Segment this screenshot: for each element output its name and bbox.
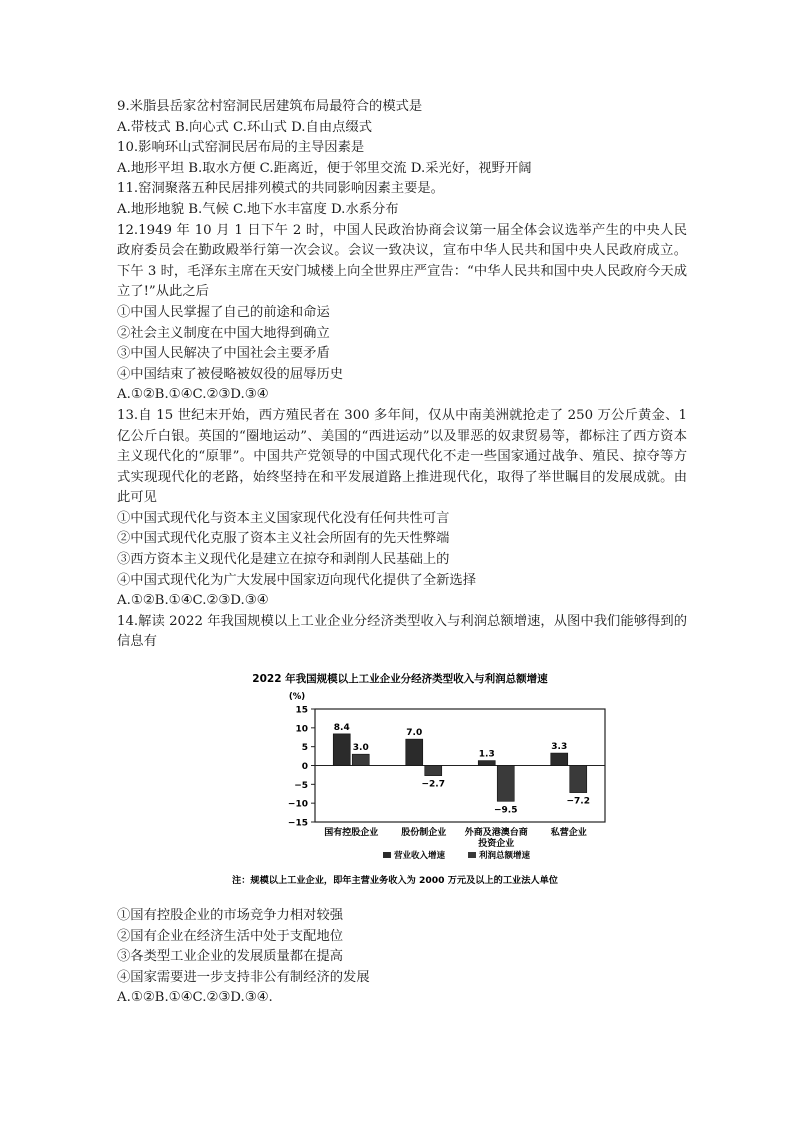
category-label: 外商及港澳台商: [464, 828, 528, 838]
bar-value-label: 1.3: [478, 749, 495, 760]
revenue-bar: [478, 761, 495, 766]
category-label: 投资企业: [478, 839, 515, 849]
y-tick-label: 15: [295, 705, 308, 716]
q13-item-2: ②中国式现代化克服了资本主义社会所固有的先天性弊端: [117, 531, 450, 547]
q9-stem: 9.米脂县岳家岔村窑洞民居建筑布局最符合的模式是: [117, 99, 423, 114]
q13-stem: 13.自 15 世纪末开始，西方殖民者在 300 多年间，仅从中南美洲就抢走了 250 万公斤黄金、1 亿公斤白银。英国的“圈地运动”、美国的“西进运动”以及罪恶的奴隶贸易等，都标注了西方资本主义现代化的“原罪”。中国共产党领导的中国式现代化不走一些国家通过战争、殖民、掠夺等方式实现现代化的老路，始终坚持在和平发展道路上推进现代化，取得了举世瞩目的发展成就。由此可见: [117, 407, 687, 506]
bar-value-label: −2.7: [421, 779, 445, 790]
q12-stem: 12.1949 年 10 月 1 日下午 2 时，中国人民政治协商会议第一届全体会议选举产生的中央人民政府委员会在勤政殿举行第一次会议。会议一致决议，宣布中华人民共和国中央人民政府成立。下午 3 时，毛泽东主席在天安门城楼上向全世界庄严宣告：“中华人民共和国中央人民政府今天成立了!”从此之后: [117, 222, 687, 300]
legend-label: 利润总额增速: [479, 851, 531, 861]
question-page: [117, 97, 687, 653]
q14-stem: 14.解读 2022 年我国规模以上工业企业分经济类型收入与利润总额增速，从图中我们能够得到的信息有: [117, 613, 687, 650]
q14-item-3: ③各类型工业企业的发展质量都在提高: [117, 949, 344, 965]
growth-bar-chart: [150, 664, 640, 894]
q11-options: A.地形地貌 B.气候 C.地下水丰富度 D.水系分布: [117, 201, 399, 217]
y-tick-label: −15: [287, 818, 308, 829]
bar-value-label: 3.3: [551, 742, 568, 753]
revenue-bar: [406, 739, 423, 765]
q9-options: A.带枝式 B.向心式 C.环山式 D.自由点缀式: [117, 119, 373, 135]
q12-item-4: ④中国结束了被侵略被奴役的屈辱历史: [117, 366, 344, 382]
y-tick-label: 5: [301, 743, 308, 754]
q14-item-4: ④国家需要进一步支持非公有制经济的发展: [117, 969, 370, 985]
chart-value-labels: [334, 723, 590, 815]
y-tick-label: 10: [295, 724, 308, 735]
q12-options: A.①②B.①④C.②③D.③④: [117, 387, 269, 403]
q13-item-1: ①中国式现代化与资本主义国家现代化没有任何共性可言: [117, 510, 450, 526]
profit-bar: [425, 766, 442, 776]
q13-item-3: ③西方资本主义现代化是建立在掠夺和剥削人民基础上的: [117, 552, 450, 568]
q14-item-1: ①国有控股企业的市场竞争力相对较强: [117, 908, 344, 923]
q12-item-3: ③中国人民解决了中国社会主要矛盾: [117, 346, 330, 362]
profit-bar: [497, 766, 514, 802]
bar-value-label: −9.5: [494, 805, 518, 816]
q14-answers: [117, 906, 687, 1009]
q13-item-4: ④中国式现代化为广大发展中国家迈向现代化提供了全新选择: [117, 572, 477, 588]
revenue-bar: [333, 734, 350, 766]
y-tick-label: −10: [287, 799, 308, 810]
y-tick-label: −5: [294, 780, 308, 791]
q11-stem: 11.窑洞聚落五种民居排列模式的共同影响因素主要是。: [117, 181, 444, 197]
q10-options: A.地形平坦 B.取水方便 C.距离近，便于邻里交流 D.采光好，视野开阔: [117, 160, 532, 176]
q12-item-2: ②社会主义制度在中国大地得到确立: [117, 325, 330, 341]
q12-item-1: ①中国人民掌握了自己的前途和命运: [117, 304, 330, 320]
chart-note: 注：规模以上工业企业，即年主营业务收入为 2000 万元及以上的工业法人单位: [232, 875, 558, 886]
bar-value-label: 3.0: [352, 743, 369, 754]
chart-category-labels: [324, 826, 587, 849]
bar-value-label: −7.2: [566, 796, 590, 807]
category-label: 私营企业: [550, 828, 587, 838]
bar-value-label: 7.0: [406, 728, 423, 739]
category-label: 股份制企业: [401, 828, 447, 838]
legend-label: 营业收入增速: [394, 851, 446, 861]
chart-y-unit: (%): [288, 692, 306, 702]
chart-legend: [383, 850, 531, 861]
q14-item-2: ②国有企业在经济生活中处于支配地位: [117, 928, 344, 944]
revenue-bar: [551, 753, 568, 765]
y-tick-label: 0: [301, 762, 308, 772]
bar-value-label: 8.4: [333, 722, 350, 733]
q10-stem: 10.影响环山式窑洞民居布局的主导因素是: [117, 140, 365, 156]
chart-title: 2022 年我国规模以上工业企业分经济类型收入与利润总额增速: [252, 673, 548, 685]
legend-swatch: [468, 852, 476, 858]
profit-bar: [570, 766, 587, 793]
legend-swatch: [383, 852, 391, 858]
chart-bars: [333, 734, 587, 801]
q13-options: A.①②B.①④C.②③D.③④: [117, 593, 269, 609]
chart-svg: [150, 664, 640, 894]
category-label: 国有控股企业: [324, 828, 379, 838]
profit-bar: [352, 754, 369, 765]
q14-options: A.①②B.①④C.②③D.③④.: [117, 990, 273, 1006]
